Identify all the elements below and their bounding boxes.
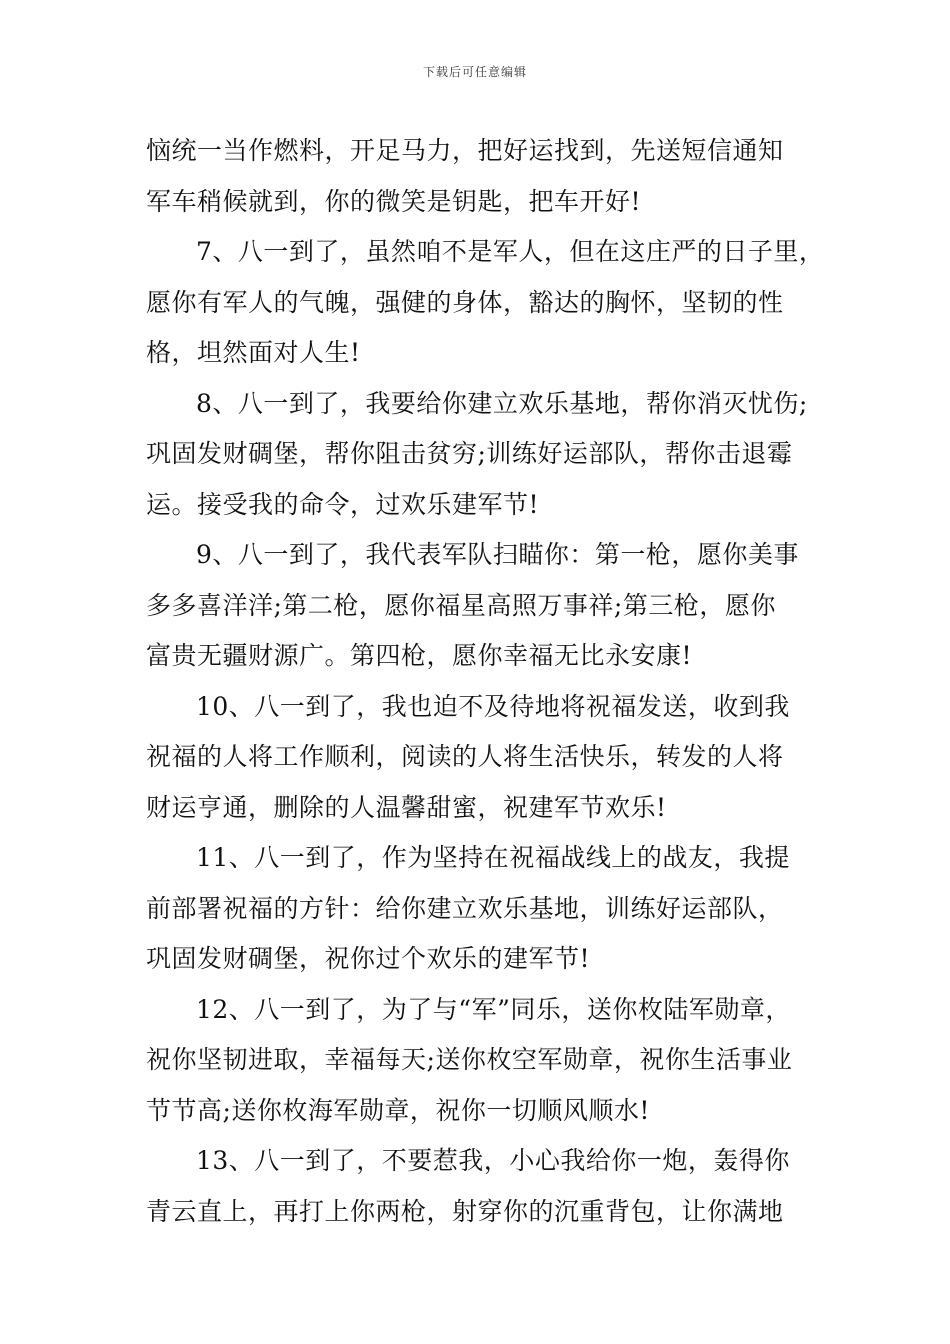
text-line: 7、八一到了，虽然咱不是军人，但在这庄严的日子里， (196, 237, 825, 266)
text-line: 13、八一到了，不要惹我，小心我给你一炮，轰得你 (196, 1146, 790, 1175)
paragraph-13 (146, 1136, 836, 1237)
text-line: 恼统一当作燃料，开足马力，把好运找到，先送短信通知 (146, 136, 784, 165)
paragraph-9 (146, 530, 836, 682)
paragraph-10 (146, 682, 836, 834)
text-line: 9、八一到了，我代表军队扫瞄你：第一枪，愿你美事 (196, 540, 799, 569)
text-line: 前部署祝福的方针：给你建立欢乐基地，训练好运部队， (146, 893, 784, 923)
text-line: 11、八一到了，作为坚持在祝福战线上的战友，我提 (196, 843, 790, 872)
text-line: 祝福的人将工作顺利，阅读的人将生活快乐，转发的人将 (146, 742, 784, 771)
document-body (146, 126, 836, 1237)
text-line: 节节高;送你枚海军勋章，祝你一切顺风顺水! (146, 1095, 650, 1125)
text-line: 10、八一到了，我也迫不及待地将祝福发送，收到我 (196, 691, 790, 721)
text-line: 财运亨通，删除的人温馨甜蜜，祝建军节欢乐! (146, 792, 667, 822)
text-line: 格，坦然面对人生! (146, 338, 361, 367)
text-line: 12、八一到了，为了与“军”同乐，送你枚陆军勋章， (196, 994, 791, 1024)
text-line: 巩固发财碉堡，祝你过个欢乐的建军节! (146, 944, 591, 973)
text-line: 运。接受我的命令，过欢乐建军节! (146, 489, 540, 519)
text-line: 青云直上，再打上你两枪，射穿你的沉重背包，让你满地 (146, 1196, 784, 1226)
paragraph-11 (146, 833, 836, 985)
text-line: 多多喜洋洋;第二枪，愿你福星高照万事祥;第三枪，愿你 (146, 590, 776, 620)
paragraph-12 (146, 985, 836, 1137)
paragraph-7 (146, 227, 836, 379)
text-line: 富贵无疆财源广。第四枪，愿你幸福无比永安康! (146, 641, 693, 670)
paragraph-8 (146, 379, 836, 531)
page-header: 下载后可任意编辑 (422, 65, 527, 79)
text-line: 祝你坚韧进取，幸福每天;送你枚空军勋章，祝你生活事业 (146, 1045, 793, 1074)
text-line: 愿你有军人的气魄，强健的身体，豁达的胸怀，坚韧的性 (146, 287, 784, 317)
text-line: 8、八一到了，我要给你建立欢乐基地，帮你消灭忧伤; (196, 388, 808, 418)
paragraph-continued (146, 126, 836, 227)
text-line: 军车稍候就到，你的微笑是钥匙，把车开好! (146, 186, 642, 216)
text-line: 巩固发财碉堡，帮你阻击贫穷;训练好运部队，帮你击退霉 (146, 439, 793, 468)
